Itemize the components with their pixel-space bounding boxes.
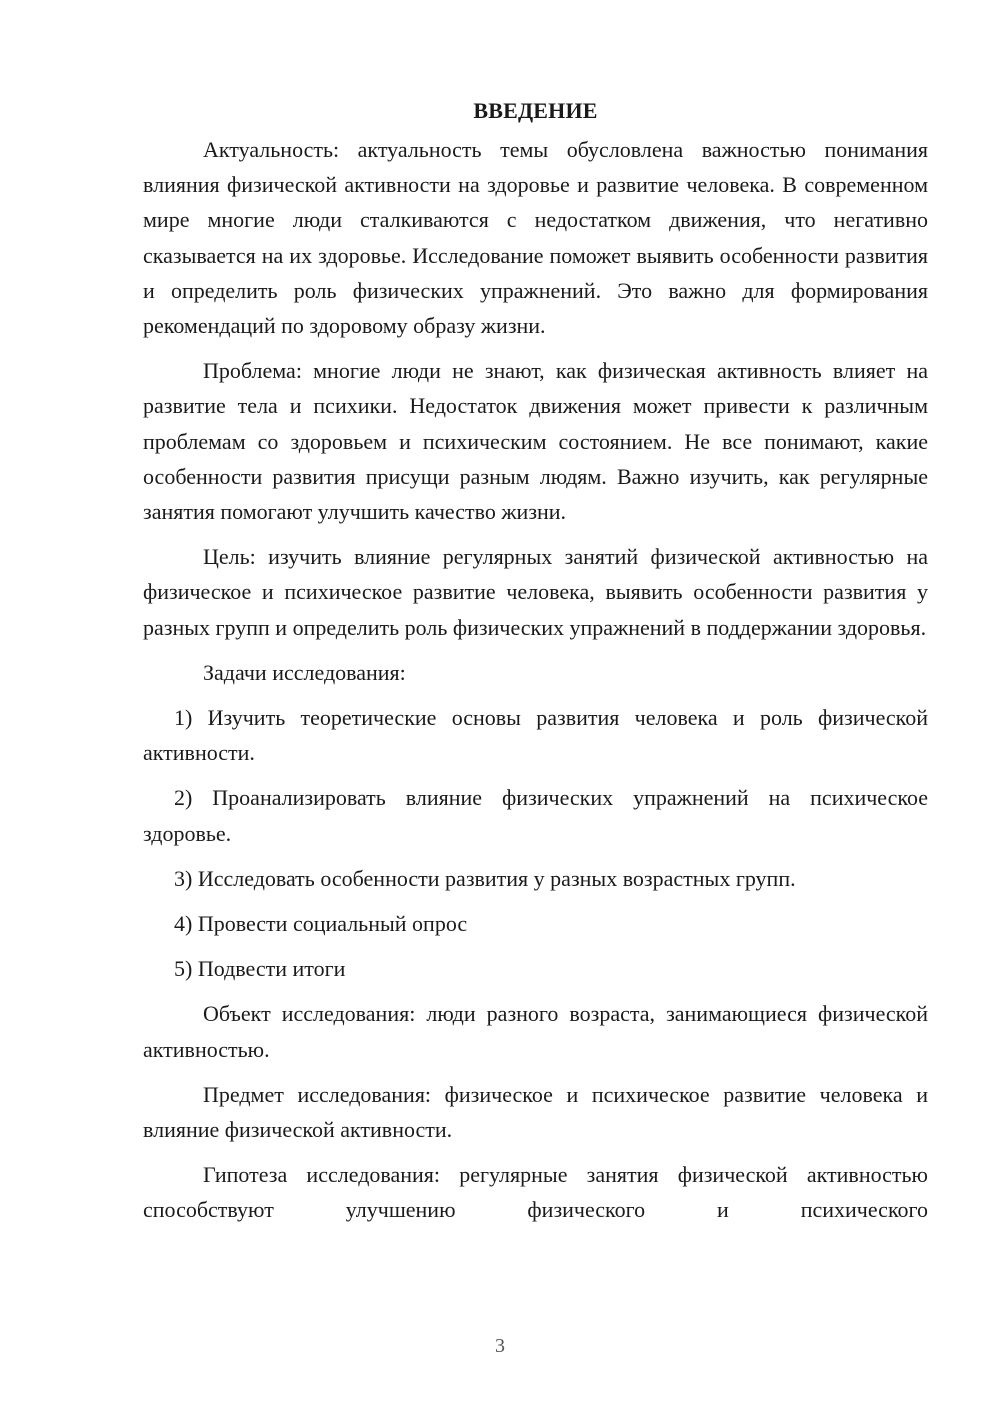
page-title: ВВЕДЕНИЕ: [473, 98, 598, 123]
task-item-3: 3) Исследовать особенности развития у разных возрастных групп.: [174, 865, 796, 891]
tasks-heading: Задачи исследования:: [203, 659, 406, 685]
task-item-1: 1) Изучить теоретические основы развития человека и роль физической активности.: [143, 705, 928, 766]
subject-paragraph: Предмет исследования: физическое и психическое развитие человека и влияние физической активности.: [143, 1081, 928, 1143]
page-number: 3: [495, 1335, 505, 1357]
problem-paragraph: Проблема: многие люди не знают, как физическая активность влияет на развитие тела и психики. Недостаток движения может привести к различным проблемам со здоровьем и психическим состоянием. Не все понимают, какие особенности развития присущи разным людям. Важно изучить, как регулярные занятия помогают улучшить качество жизни.: [143, 358, 928, 525]
hypothesis-paragraph: Гипотеза исследования: регулярные занятия физической активностью способствуют улучшению физического и психического: [143, 1162, 928, 1223]
document-page: [143, 96, 928, 1228]
task-item-2: 2) Проанализировать влияние физических упражнений на психическое здоровье.: [143, 785, 928, 846]
task-item-5: 5) Подвести итоги: [174, 956, 346, 982]
relevance-paragraph: Актуальность: актуальность темы обусловлена важностью понимания влияния физической активности на здоровье и развитие человека. В современном мире многие люди сталкиваются с недостатком движения, что негативно сказывается на их здоровье. Исследование поможет выявить особенности развития и определить роль физических упражнений. Это важно для формирования рекомендаций по здоровому образу жизни.: [143, 137, 928, 339]
task-item-4: 4) Провести социальный опрос: [174, 911, 468, 937]
goal-paragraph: Цель: изучить влияние регулярных занятий физической активностью на физическое и психическое развитие человека, выявить особенности развития у разных групп и определить роль физических упражнений в поддержании здоровья.: [143, 544, 928, 640]
object-paragraph: Объект исследования: люди разного возраста, занимающиеся физической активностью.: [143, 1001, 928, 1062]
